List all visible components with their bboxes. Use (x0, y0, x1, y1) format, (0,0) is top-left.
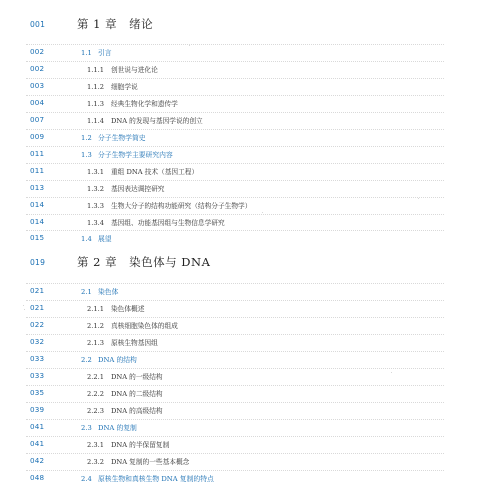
page-number: 011 (30, 166, 45, 175)
page-number: 021 (30, 286, 45, 295)
entry-number: 1.3.1 (87, 168, 105, 176)
entry-label: 真核细胞染色体的组成 (111, 322, 178, 330)
row-divider (26, 78, 444, 79)
page-number: 002 (30, 47, 45, 56)
toc-subsection-row[interactable] (0, 337, 480, 351)
scan-speck (391, 372, 392, 373)
page-number: 021 (30, 303, 45, 312)
entry-number: 2.2 (81, 356, 92, 364)
page-number: 011 (30, 149, 45, 158)
page-number: 035 (30, 388, 45, 397)
toc-subsection-row[interactable] (0, 439, 480, 453)
toc-subsection-row[interactable] (0, 81, 480, 95)
entry-label: 分子生物学主要研究内容 (98, 151, 173, 159)
page-number: 041 (30, 422, 45, 431)
entry-number: 2.3 (81, 424, 92, 432)
page-number: 039 (30, 405, 45, 414)
subsection-entry (87, 320, 178, 330)
page-number: 042 (30, 456, 45, 465)
toc-subsection-row[interactable] (0, 371, 480, 385)
toc-section-row[interactable] (0, 149, 480, 163)
row-divider (26, 61, 444, 62)
row-divider (26, 283, 444, 284)
toc-subsection-row[interactable] (0, 115, 480, 129)
chapter-title: 第 1 章 绪论 (77, 17, 154, 31)
entry-label: 分子生物学简史 (98, 134, 146, 142)
toc-subsection-row[interactable] (0, 200, 480, 214)
subsection-entry (87, 303, 144, 313)
toc-subsection-row[interactable] (0, 303, 480, 317)
section-entry (81, 422, 137, 432)
subsection-entry (87, 217, 225, 227)
page-number: 022 (30, 320, 45, 329)
subsection-entry (87, 115, 203, 125)
toc-subsection-row[interactable] (0, 183, 480, 197)
subsection-entry (87, 456, 189, 466)
row-divider (26, 163, 444, 164)
row-divider (26, 129, 444, 130)
page-number: 014 (30, 200, 45, 209)
entry-label: DNA 的复制 (98, 424, 137, 432)
entry-number: 1.1.1 (87, 66, 105, 74)
row-divider (26, 334, 444, 335)
section-entry (81, 473, 214, 483)
page-number: 033 (30, 354, 45, 363)
toc-chapter-row[interactable] (0, 16, 480, 30)
toc-subsection-row[interactable] (0, 388, 480, 402)
entry-label: DNA 复制的一些基本概念 (111, 458, 190, 466)
entry-label: 染色体 (98, 288, 119, 296)
toc-subsection-row[interactable] (0, 64, 480, 78)
entry-number: 2.3.2 (87, 458, 105, 466)
entry-number: 1.2 (81, 134, 92, 142)
page-number: 007 (30, 115, 45, 124)
entry-number: 2.4 (81, 475, 92, 483)
page-number: 014 (30, 217, 45, 226)
scan-speck (418, 198, 419, 199)
toc-subsection-row[interactable] (0, 320, 480, 334)
toc-section-row[interactable] (0, 47, 480, 61)
section-entry (81, 132, 146, 142)
scan-speck (189, 45, 190, 46)
row-divider (26, 112, 444, 113)
entry-number: 1.1.3 (87, 100, 105, 108)
entry-label: 染色体概述 (111, 305, 145, 313)
section-entry (81, 47, 112, 57)
scan-speck (262, 212, 263, 213)
entry-number: 1.1.4 (87, 117, 105, 125)
entry-label: 原核生物基因组 (111, 339, 158, 347)
entry-number: 2.1 (81, 288, 92, 296)
subsection-entry (87, 371, 163, 381)
subsection-entry (87, 183, 165, 193)
entry-number: 2.3.1 (87, 441, 105, 449)
row-divider (26, 230, 444, 231)
entry-number: 2.2.1 (87, 373, 105, 381)
page-number: 004 (30, 98, 45, 107)
entry-label: 生物大分子的结构功能研究（结构分子生物学） (111, 202, 252, 210)
subsection-entry (87, 388, 163, 398)
row-divider (26, 146, 444, 147)
toc-subsection-row[interactable] (0, 166, 480, 180)
entry-number: 1.3.4 (87, 219, 105, 227)
entry-label: DNA 的发现与基因学说的创立 (111, 117, 203, 125)
subsection-entry (87, 337, 158, 347)
entry-label: DNA 的半保留复制 (111, 441, 170, 449)
page-number: 032 (30, 337, 45, 346)
entry-label: 展望 (98, 235, 112, 243)
entry-label: DNA 的二级结构 (111, 390, 163, 398)
entry-label: 细胞学说 (111, 83, 138, 91)
entry-number: 1.1.2 (87, 83, 105, 91)
entry-label: DNA 的一级结构 (111, 373, 163, 381)
entry-label: DNA 的结构 (98, 356, 137, 364)
row-divider (26, 214, 444, 215)
row-divider (26, 402, 444, 403)
page-number: 003 (30, 81, 45, 90)
page-number: 013 (30, 183, 45, 192)
entry-label: 重组 DNA 技术（基因工程） (111, 168, 199, 176)
entry-number: 2.2.2 (87, 390, 105, 398)
section-entry (81, 233, 112, 243)
row-divider (26, 368, 444, 369)
row-divider (26, 197, 444, 198)
toc-chapter-row[interactable] (0, 254, 480, 268)
entry-label: 引言 (98, 49, 112, 57)
toc-section-row[interactable] (0, 422, 480, 436)
row-divider (26, 351, 444, 352)
section-entry (81, 286, 118, 296)
toc-section-row[interactable] (0, 132, 480, 146)
chapter-title: 第 2 章 染色体与 DNA (77, 255, 211, 269)
scan-speck (23, 305, 24, 306)
subsection-entry (87, 64, 158, 74)
page-number: 033 (30, 371, 45, 380)
entry-number: 2.1.3 (87, 339, 105, 347)
entry-number: 1.3 (81, 151, 92, 159)
subsection-entry (87, 405, 163, 415)
scan-speck (24, 309, 25, 310)
row-divider (26, 470, 444, 471)
entry-number: 2.2.3 (87, 407, 105, 415)
section-entry (81, 149, 173, 159)
toc-section-row[interactable] (0, 473, 480, 487)
entry-label: 经典生物化学和遗传学 (111, 100, 178, 108)
page-number: 041 (30, 439, 45, 448)
row-divider (26, 419, 444, 420)
subsection-entry (87, 166, 198, 176)
subsection-entry (87, 439, 169, 449)
entry-label: 原核生物和真核生物 DNA 复制的特点 (98, 475, 214, 483)
entry-number: 2.1.1 (87, 305, 105, 313)
row-divider (26, 95, 444, 96)
toc-subsection-row[interactable] (0, 405, 480, 419)
toc-section-row[interactable] (0, 286, 480, 300)
row-divider (26, 453, 444, 454)
row-divider (26, 44, 444, 45)
toc-subsection-row[interactable] (0, 98, 480, 112)
section-entry (81, 354, 137, 364)
subsection-entry (87, 98, 178, 108)
page-number: 009 (30, 132, 45, 141)
row-divider (26, 317, 444, 318)
toc-section-row[interactable] (0, 354, 480, 368)
row-divider (26, 436, 444, 437)
row-divider (26, 385, 444, 386)
entry-number: 1.1 (81, 49, 92, 57)
page-number: 048 (30, 473, 45, 482)
entry-number: 1.4 (81, 235, 92, 243)
entry-label: 基因组、功能基因组与生物信息学研究 (111, 219, 225, 227)
entry-number: 1.3.2 (87, 185, 105, 193)
page-number: 002 (30, 64, 45, 73)
subsection-entry (87, 81, 138, 91)
toc-subsection-row[interactable] (0, 456, 480, 470)
subsection-entry (87, 200, 251, 210)
toc-subsection-row[interactable] (0, 217, 480, 231)
entry-number: 1.3.3 (87, 202, 105, 210)
entry-number: 2.1.2 (87, 322, 105, 330)
entry-label: 基因表达调控研究 (111, 185, 165, 193)
row-divider (26, 300, 444, 301)
entry-label: 创世说与进化论 (111, 66, 158, 74)
page-number: 019 (30, 258, 46, 267)
row-divider (26, 180, 444, 181)
entry-label: DNA 的高级结构 (111, 407, 163, 415)
toc-section-row[interactable] (0, 233, 480, 247)
page-number: 015 (30, 233, 45, 242)
page-number: 001 (30, 20, 46, 29)
